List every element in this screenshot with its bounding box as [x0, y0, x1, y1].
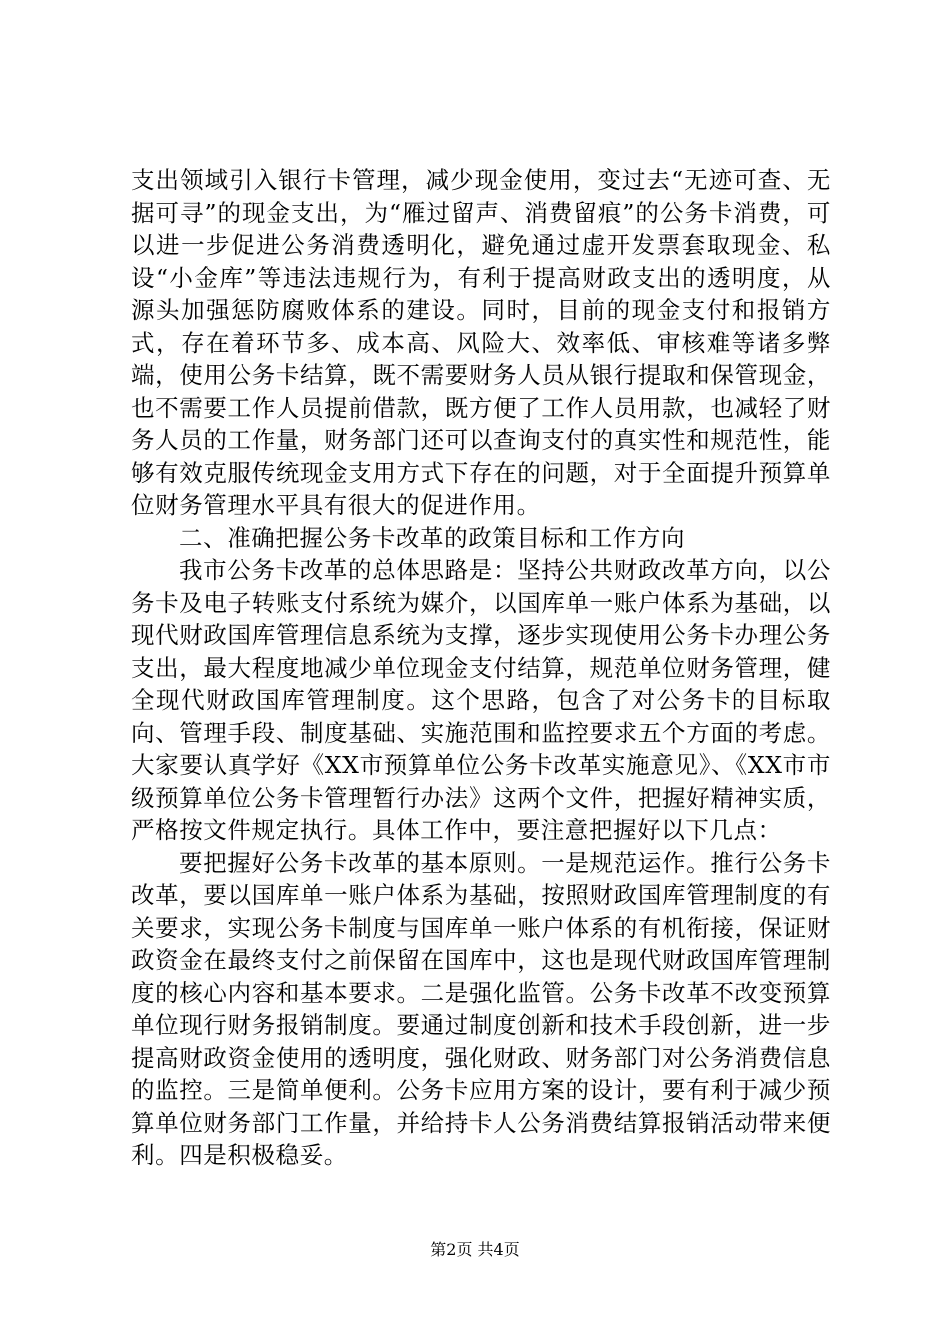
paragraph-1: 支出领域引入银行卡管理，减少现金使用，变过去“无迹可查、无据可寻”的现金支出，为“雁过留声、消费留痕”的公务卡消费，可以进一步促进公务消费透明化，避免通过虚开发票套取现金、私设“小金库”等违法违规行为，有利于提高财政支出的透明度，从源头加强惩防腐败体系的建设。同时，目前的现金支付和报销方式，存在着环节多、成本高、风险大、效率低、审核难等诸多弊端，使用公务卡结算，既不需要财务人员从银行提取和保管现金，也不需要工作人员提前借款，既方便了工作人员用款，也减轻了财务人员的工作量，财务部门还可以查询支付的真实性和规范性，能够有效克服传统现金支用方式下存在的问题，对于全面提升预算单位财务管理水平具有很大的促进作用。 — [131, 166, 831, 519]
paragraph-2: 我市公务卡改革的总体思路是：坚持公共财政改革方向，以公务卡及电子转账支付系统为媒介，以国库单一账户体系为基础，以现代财政国库管理信息系统为支撑，逐步实现使用公务卡办理公务支出，最大程度地减少单位现金支付结算，规范单位财务管理，健全现代财政国库管理制度。这个思路，包含了对公务卡的目标取向、管理手段、制度基础、实施范围和监控要求五个方面的考虑。大家要认真学好《XX市预算单位公务卡改革实施意见》、《XX市市级预算单位公务卡管理暂行办法》这两个文件，把握好精神实质，严格按文件规定执行。具体工作中，要注意把握好以下几点： — [131, 556, 831, 844]
section-heading: 二、准确把握公务卡改革的政策目标和工作方向 — [179, 523, 686, 552]
page-footer: 第2页 共4页 — [430, 1240, 520, 1259]
document-body — [131, 164, 831, 1172]
paragraph-3: 要把握好公务卡改革的基本原则。一是规范运作。推行公务卡改革，要以国库单一账户体系为基础，按照财政国库管理制度的有关要求，实现公务卡制度与国库单一账户体系的有机衔接，保证财政资金在最终支付之前保留在国库中，这也是现代财政国库管理制度的核心内容和基本要求。二是强化监管。公务卡改革不改变预算单位现行财务报销制度。要通过制度创新和技术手段创新，进一步提高财政资金使用的透明度，强化财政、财务部门对公务消费信息的监控。三是简单便利。公务卡应用方案的设计，要有利于减少预算单位财务部门工作量，并给持卡人公务消费结算报销活动带来便利。四是积极稳妥。 — [131, 848, 831, 1169]
